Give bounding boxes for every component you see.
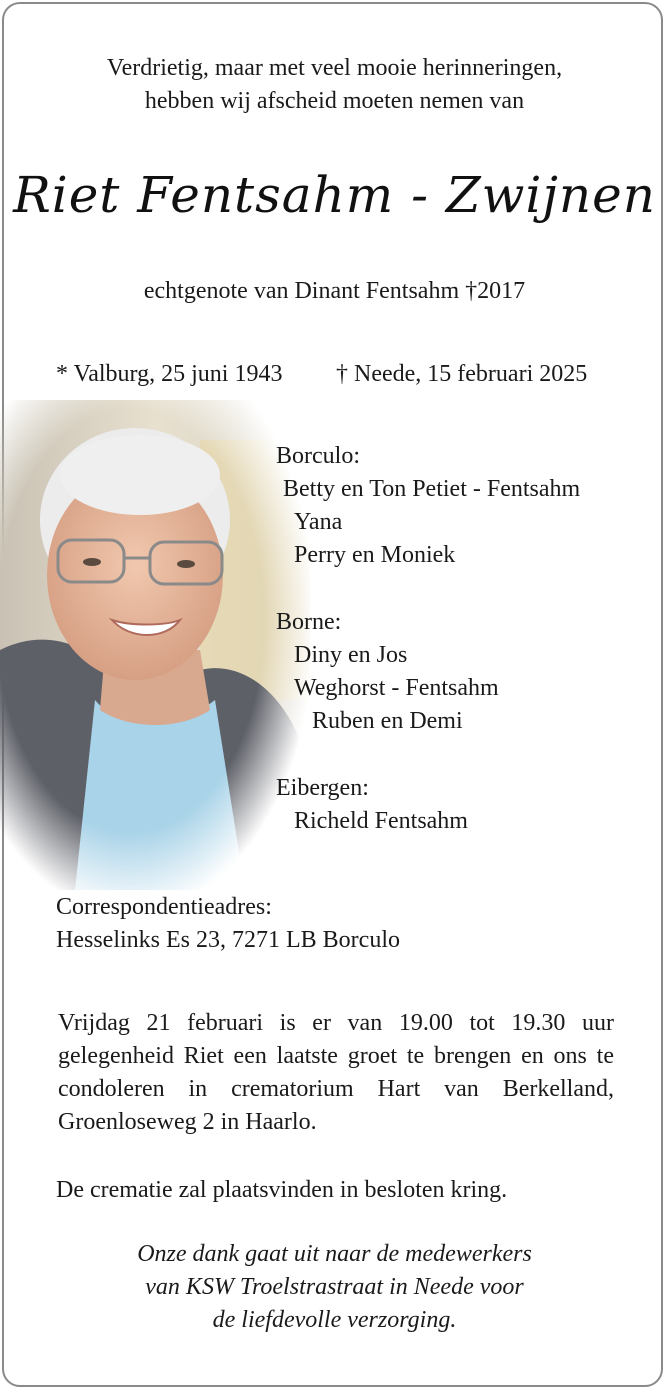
cremation-line: De crematie zal plaatsvinden in besloten kring. bbox=[56, 1177, 508, 1203]
family-place-borculo: Borculo: bbox=[276, 443, 360, 469]
intro-line-1: Verdrietig, maar met veel mooie herinneringen, bbox=[106, 55, 563, 81]
spouse-line: echtgenote van Dinant Fentsahm †2017 bbox=[143, 278, 526, 304]
address-label: Correspondentieadres: bbox=[56, 894, 272, 920]
intro-line-2: hebben wij afscheid moeten nemen van bbox=[144, 88, 525, 114]
family-member: Ruben en Demi bbox=[312, 708, 463, 734]
deceased-name: Riet Fentsahm - Zwijnen bbox=[13, 166, 656, 224]
visitation-paragraph: Vrijdag 21 februari is er van 19.00 tot 19.30 uur gelegenheid Riet een laatste groet te brengen en ons te condoleren in crematorium Hart van Berkelland, Groenloseweg 2 in Haarlo. bbox=[58, 1010, 614, 1135]
family-place-borne: Borne: bbox=[276, 609, 342, 635]
family-member: Betty en Ton Petiet - Fentsahm bbox=[283, 476, 581, 502]
family-member: Perry en Moniek bbox=[294, 542, 456, 568]
family-member: Richeld Fentsahm bbox=[294, 808, 468, 834]
portrait-photo bbox=[0, 400, 310, 890]
birth-line: * Valburg, 25 juni 1943 bbox=[56, 361, 283, 387]
family-member: Diny en Jos bbox=[294, 642, 408, 668]
death-line: † Neede, 15 februari 2025 bbox=[336, 361, 588, 387]
family-place-eibergen: Eibergen: bbox=[276, 775, 369, 801]
family-member: Yana bbox=[294, 509, 343, 535]
address-value: Hesselinks Es 23, 7271 LB Borculo bbox=[56, 927, 400, 953]
thanks-line-2: van KSW Troelstrastraat in Neede voor bbox=[145, 1274, 524, 1300]
thanks-line-3: de liefdevolle verzorging. bbox=[212, 1307, 457, 1333]
family-member: Weghorst - Fentsahm bbox=[294, 675, 499, 701]
thanks-line-1: Onze dank gaat uit naar de medewerkers bbox=[137, 1241, 532, 1267]
